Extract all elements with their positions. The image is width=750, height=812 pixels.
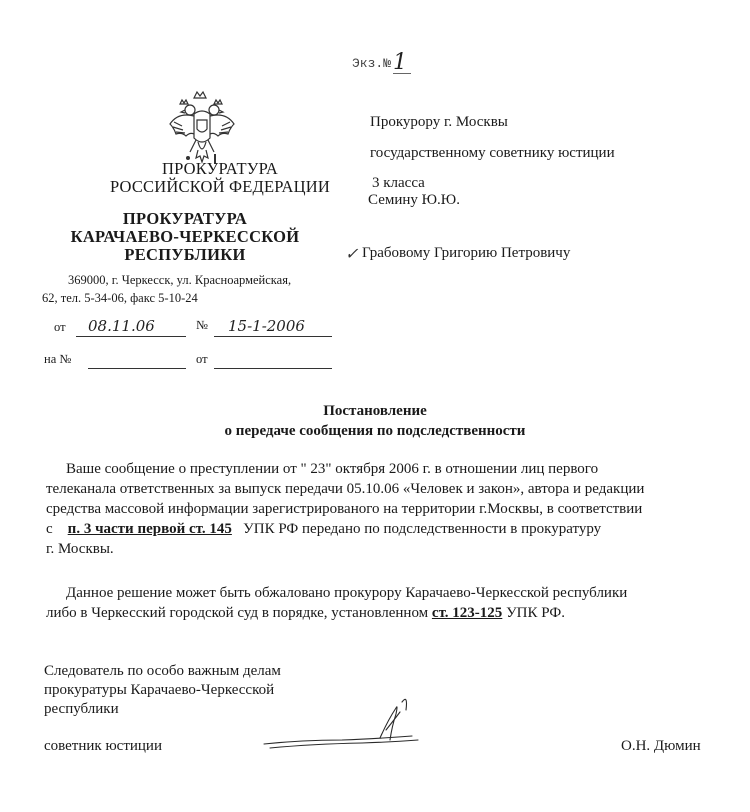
p1-line2: телеканала ответственных за выпуск передачи 05.10.06 «Человек и закон», автора и редакции: [46, 481, 645, 497]
p1-line4: с п. 3 части первой ст. 145 УПК РФ передано по подследственности в прокуратуру: [46, 521, 602, 537]
sender-address-line2: 62, тел. 5-34-06, факс 5-10-24: [42, 291, 198, 305]
sender-office-line2: КАРАЧАЕВО-ЧЕРКЕССКОЙ: [70, 227, 300, 246]
reg-number-field: [214, 317, 332, 337]
sender-office-line1: ПРОКУРАТУРА: [122, 209, 248, 228]
document-subtitle: о передаче сообщения по подследственности: [224, 423, 526, 439]
coat-of-arms-emblem: [164, 88, 240, 166]
reg-from-label: от: [54, 320, 66, 334]
reg-ref-field: [88, 352, 186, 369]
recipient-line3: 3 класса: [372, 175, 425, 191]
reg-number-label: №: [196, 318, 208, 332]
recipient-line2: государственному советнику юстиции: [370, 145, 615, 161]
p2-line1: Данное решение может быть обжаловано прокурору Карачаево-Черкесской республики: [66, 585, 628, 601]
body-paragraph-2: [46, 583, 712, 623]
signatory-line1: Следователь по особо важным делам: [44, 663, 281, 679]
p2-line2: либо в Черкесский городской суд в порядке, установленном ст. 123-125 УПК РФ.: [46, 605, 565, 621]
reg-ref-date-field: [214, 352, 332, 369]
reg-number-value: 15-1-2006: [228, 317, 305, 335]
reg-ref-from-label: от: [196, 352, 208, 366]
signatory-line3: республики: [44, 701, 119, 717]
copy-number-label: Экз.№: [352, 56, 392, 71]
p1-line3: средства массовой информации зарегистрированого на территории г.Москвы, в соответствии: [46, 501, 643, 517]
recipient-line1: Прокурору г. Москвы: [370, 114, 508, 130]
sender-organization: [90, 160, 350, 196]
signatory-line2: прокуратуры Карачаево-Черкесской: [44, 682, 275, 698]
reg-date-value: 08.11.06: [88, 317, 155, 335]
p1-line5: г. Москвы.: [46, 541, 114, 557]
p1-line1: Ваше сообщение о преступлении от " 23" октября 2006 г. в отношении лиц первого: [66, 461, 599, 477]
reg-date-field: [76, 317, 186, 337]
sender-office-line3: РЕСПУБЛИКИ: [124, 245, 246, 264]
signatory-title: [44, 662, 281, 719]
sender-address-line1: 369000, г. Черкесск, ул. Красноармейская,: [68, 273, 292, 287]
law-reference-article-145: п. 3 части первой ст. 145: [67, 521, 232, 537]
copy-number: [352, 48, 411, 74]
signatory-name: О.Н. Дюмин: [621, 738, 701, 754]
reg-ref-label: на №: [44, 352, 72, 366]
check-mark-icon: ✓: [345, 246, 359, 263]
body-paragraph-1: [46, 459, 712, 559]
copy-number-value: 1: [393, 50, 408, 75]
handwritten-signature: [262, 690, 422, 760]
document-title: Постановление: [323, 403, 427, 419]
recipient-line5: Грабовому Григорию Петровичу: [362, 245, 571, 261]
recipient-line4: Семину Ю.Ю.: [368, 192, 460, 208]
sender-org-line1: ПРОКУРАТУРА: [161, 159, 279, 178]
law-reference-articles-123-125: ст. 123-125: [431, 605, 503, 621]
signatory-rank: советник юстиции: [44, 738, 162, 754]
sender-org-line2: РОССИЙСКОЙ ФЕДЕРАЦИИ: [109, 177, 331, 196]
sender-office: [60, 210, 310, 264]
sender-address: [42, 271, 292, 307]
